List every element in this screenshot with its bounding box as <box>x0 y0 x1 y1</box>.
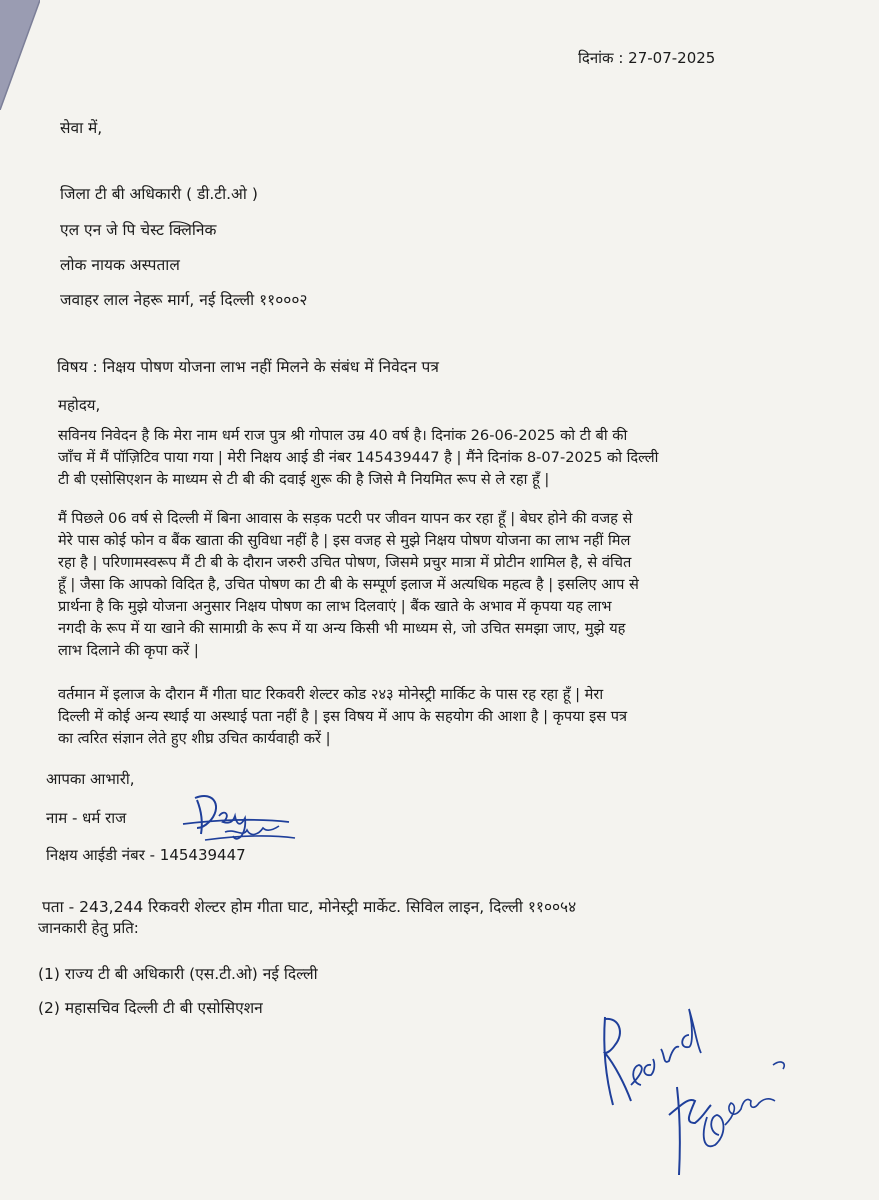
paragraph-3-line: वर्तमान में इलाज के दौरान मैं गीता घाट रिकवरी शेल्टर कोड २४३ मोनेस्ट्री मार्किट के पास रह रहा हूँ | मेरा <box>58 686 604 703</box>
closing: आपका आभारी, <box>46 770 135 788</box>
paragraph-3 <box>58 684 843 750</box>
paragraph-2-line: मैं पिछले 06 वर्ष से दिल्ली में बिना आवास के सड़क पटरी पर जीवन यापन कर रहा हूँ | बेघर होने की वजह से <box>58 510 633 527</box>
salutation-to: सेवा में, <box>60 119 103 137</box>
paragraph-1-line: जाँच में मैं पॉज़िटिव पाया गया | मेरी निक्षय आई डी नंबर 145439447 है | मैंने दिनांक 8-07-2025 को दिल्ली <box>58 449 659 466</box>
recipient-line-1: जिला टी बी अधिकारी ( डी.टी.ओ ) <box>60 185 258 203</box>
letter-subject: विषय : निक्षय पोषण योजना लाभ नहीं मिलने के संबंध में निवेदन पत्र <box>57 358 439 376</box>
paragraph-2-line: लाभ दिलाने की कृपा करें | <box>58 642 199 659</box>
receiving-officer-signature <box>585 1005 795 1190</box>
paragraph-2-line: हूँ | जैसा कि आपको विदित है, उचित पोषण का टी बी के सम्पूर्ण इलाज में अत्यधिक महत्व है | इसलिए आप से <box>58 576 639 593</box>
letter-greeting: महोदय, <box>58 396 101 414</box>
sender-address: पता - 243,244 रिकवरी शेल्टर होम गीता घाट, मोनेस्ट्री मार्केट. सिविल लाइन, दिल्ली ११००५४ <box>42 898 577 916</box>
paragraph-2-line: रहा है | परिणामस्वरूप मैं टी बी के दौरान जरुरी उचित पोषण, जिसमे प्रचुर मात्रा में प्रोटीन शामिल है, से वंचित <box>58 554 632 571</box>
paragraph-1-line: टी बी एसोसिएशन के माध्यम से टी बी की दवाई शुरू की है जिसे मै नियमित रूप से ले रहा हूँ | <box>58 471 550 488</box>
sender-name: नाम - धर्म राज <box>46 809 127 827</box>
recipient-line-4: जवाहर लाल नेहरू मार्ग, नई दिल्ली ११०००२ <box>60 291 308 309</box>
page-fold-corner <box>0 0 40 110</box>
paragraph-1-line: सविनय निवेदन है कि मेरा नाम धर्म राज पुत्र श्री गोपाल उम्र 40 वर्ष है। दिनांक 26-06-2025 को टी बी की <box>58 427 628 444</box>
paragraph-2 <box>58 508 843 662</box>
nikshay-id-line: निक्षय आईडी नंबर - 145439447 <box>46 846 246 864</box>
recipient-line-2: एल एन जे पि चेस्ट क्लिनिक <box>60 221 217 239</box>
copy-item-2: (2) महासचिव दिल्ली टी बी एसोसिएशन <box>38 999 263 1017</box>
paragraph-2-line: प्रार्थना है कि मुझे योजना अनुसार निक्षय पोषण का लाभ दिलवाएं | बैंक खाते के अभाव में कृपया यह लाभ <box>58 598 612 615</box>
paragraph-1 <box>58 425 843 491</box>
paragraph-3-line: का त्वरित संज्ञान लेते हुए शीघ्र उचित कार्यवाही करें | <box>58 730 331 747</box>
recipient-line-3: लोक नायक अस्पताल <box>60 256 180 274</box>
paragraph-2-line: नगदी के रूप में या खाने की सामाग्री के रूप में या अन्य किसी भी माध्यम से, जो उचित समझा जाए, मुझे यह <box>58 620 626 637</box>
copy-item-1: (1) राज्य टी बी अधिकारी (एस.टी.ओ) नई दिल्ली <box>38 965 318 983</box>
paragraph-3-line: दिल्ली में कोई अन्य स्थाई या अस्थाई पता नहीं है | इस विषय में आप के सहयोग की आशा है | कृपया इस पत्र <box>58 708 628 725</box>
copy-heading: जानकारी हेतु प्रति: <box>38 919 139 937</box>
letter-date: दिनांक : 27-07-2025 <box>578 49 716 67</box>
paragraph-2-line: मेरे पास कोई फोन व बैंक खाता की सुविधा नहीं है | इस वजह से मुझे निक्षय पोषण योजना का लाभ नहीं मिल <box>58 532 631 549</box>
